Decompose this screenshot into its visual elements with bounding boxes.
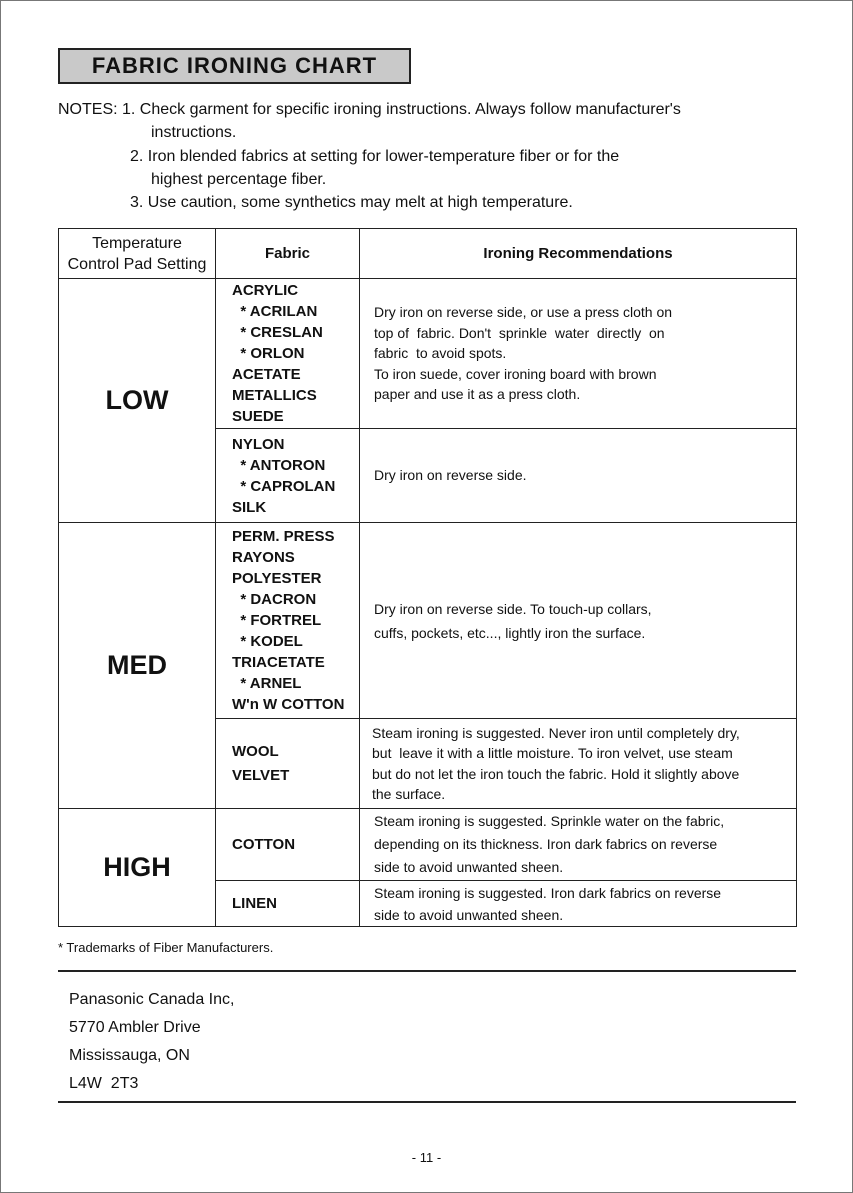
- fabric-item: * ACRILAN: [232, 303, 318, 320]
- note-2: 2. Iron blended fabrics at setting for lower-temperature fiber or for the: [130, 148, 620, 165]
- recommendation-line: top of fabric. Don't sprinkle water directly on: [374, 324, 665, 341]
- fabric-cell: [216, 719, 360, 809]
- divider-top: [58, 970, 796, 972]
- fabric-item: NYLON: [232, 435, 285, 453]
- recommendation-cell: [360, 429, 797, 523]
- address-line: Panasonic Canada Inc,: [69, 991, 235, 1008]
- table-row: [59, 523, 797, 719]
- fabric-item: RAYONS: [232, 549, 295, 566]
- fabric-item: ACRYLIC: [232, 282, 299, 299]
- address-line: Mississauga, ON: [69, 1047, 190, 1064]
- fabric-item: ACETATE: [232, 366, 301, 383]
- table-row: [59, 279, 797, 429]
- fabric-cell: [216, 881, 360, 927]
- fabric-item: * CRESLAN: [232, 324, 323, 341]
- fabric-item: * CAPROLAN: [232, 477, 336, 495]
- recommendation-line: but do not let the iron touch the fabric. Hold it slightly above: [372, 765, 740, 782]
- note-1: NOTES: 1. Check garment for specific ironing instructions. Always follow manufacturer's: [58, 101, 681, 118]
- fabric-item: PERM. PRESS: [232, 528, 335, 545]
- setting-high: HIGH: [59, 809, 216, 927]
- recommendation-line: Steam ironing is suggested. Iron dark fabrics on reverse: [374, 884, 722, 901]
- recommendation-cell: [360, 523, 797, 719]
- fabric-item: SILK: [232, 498, 267, 516]
- fabric-item: * FORTREL: [232, 612, 322, 629]
- fabric-cell: [216, 279, 360, 429]
- trademark-footnote: * Trademarks of Fiber Manufacturers.: [58, 940, 274, 955]
- recommendation-cell: [360, 719, 797, 809]
- address-line: L4W 2T3: [69, 1075, 139, 1092]
- fabric-cell: [216, 809, 360, 881]
- setting-low: LOW: [59, 279, 216, 523]
- page-title: FABRIC IRONING CHART: [58, 48, 411, 84]
- setting-med: MED: [59, 523, 216, 809]
- header-setting: [59, 229, 216, 279]
- divider-bottom: [58, 1101, 796, 1103]
- recommendation-line: side to avoid unwanted sheen.: [374, 859, 564, 875]
- fabric-item: WOOL: [232, 742, 279, 760]
- company-address: [69, 986, 234, 1098]
- recommendation-line: cuffs, pockets, etc..., lightly iron the surface.: [374, 624, 646, 641]
- fabric-item: * KODEL: [232, 633, 303, 650]
- recommendation-line: Dry iron on reverse side. To touch-up collars,: [374, 600, 652, 617]
- header-setting-line1: Temperature: [92, 234, 182, 252]
- fabric-item: METALLICS: [232, 387, 317, 404]
- recommendation-line: To iron suede, cover ironing board with brown: [374, 365, 657, 382]
- fabric-item: SUEDE: [232, 408, 284, 425]
- recommendation-line: but leave it with a little moisture. To iron velvet, use steam: [372, 745, 733, 761]
- recommendation-line: Dry iron on reverse side.: [374, 467, 527, 484]
- header-recommendations: Ironing Recommendations: [360, 229, 797, 279]
- note-2-continued: highest percentage fiber.: [151, 171, 327, 188]
- header-fabric: Fabric: [216, 229, 360, 279]
- table-header-row: [59, 229, 797, 279]
- fabric-item: VELVET: [232, 766, 290, 784]
- table-row: [59, 809, 797, 881]
- recommendation-cell: [360, 809, 797, 881]
- recommendation-line: Dry iron on reverse side, or use a press cloth on: [374, 304, 673, 321]
- note-3: 3. Use caution, some synthetics may melt at high temperature.: [130, 194, 573, 211]
- fabric-item: * DACRON: [232, 591, 317, 608]
- address-line: 5770 Ambler Drive: [69, 1019, 201, 1036]
- fabric-item: POLYESTER: [232, 570, 322, 587]
- fabric-item: COTTON: [232, 836, 296, 853]
- fabric-item: TRIACETATE: [232, 654, 325, 671]
- recommendation-line: Steam ironing is suggested. Sprinkle water on the fabric,: [374, 813, 725, 829]
- recommendation-line: paper and use it as a press cloth.: [374, 386, 581, 403]
- recommendation-line: Steam ironing is suggested. Never iron until completely dry,: [372, 724, 740, 741]
- recommendation-cell: [360, 881, 797, 927]
- fabric-cell: [216, 523, 360, 719]
- recommendation-line: depending on its thickness. Iron dark fabrics on reverse: [374, 836, 718, 852]
- page-number: - 11 -: [411, 1150, 442, 1165]
- header-setting-line2: Control Pad Setting: [67, 255, 207, 273]
- recommendation-line: fabric to avoid spots.: [374, 345, 507, 362]
- note-1-continued: instructions.: [151, 124, 237, 141]
- recommendation-cell: [360, 279, 797, 429]
- recommendation-line: side to avoid unwanted sheen.: [374, 906, 564, 923]
- fabric-cell: [216, 429, 360, 523]
- fabric-item: * ANTORON: [232, 456, 326, 474]
- fabric-item: LINEN: [232, 895, 277, 912]
- fabric-item: W'n W COTTON: [232, 696, 345, 713]
- recommendation-line: the surface.: [372, 786, 446, 802]
- fabric-item: * ARNEL: [232, 675, 302, 692]
- ironing-chart-table: [58, 228, 797, 927]
- fabric-item: * ORLON: [232, 345, 305, 362]
